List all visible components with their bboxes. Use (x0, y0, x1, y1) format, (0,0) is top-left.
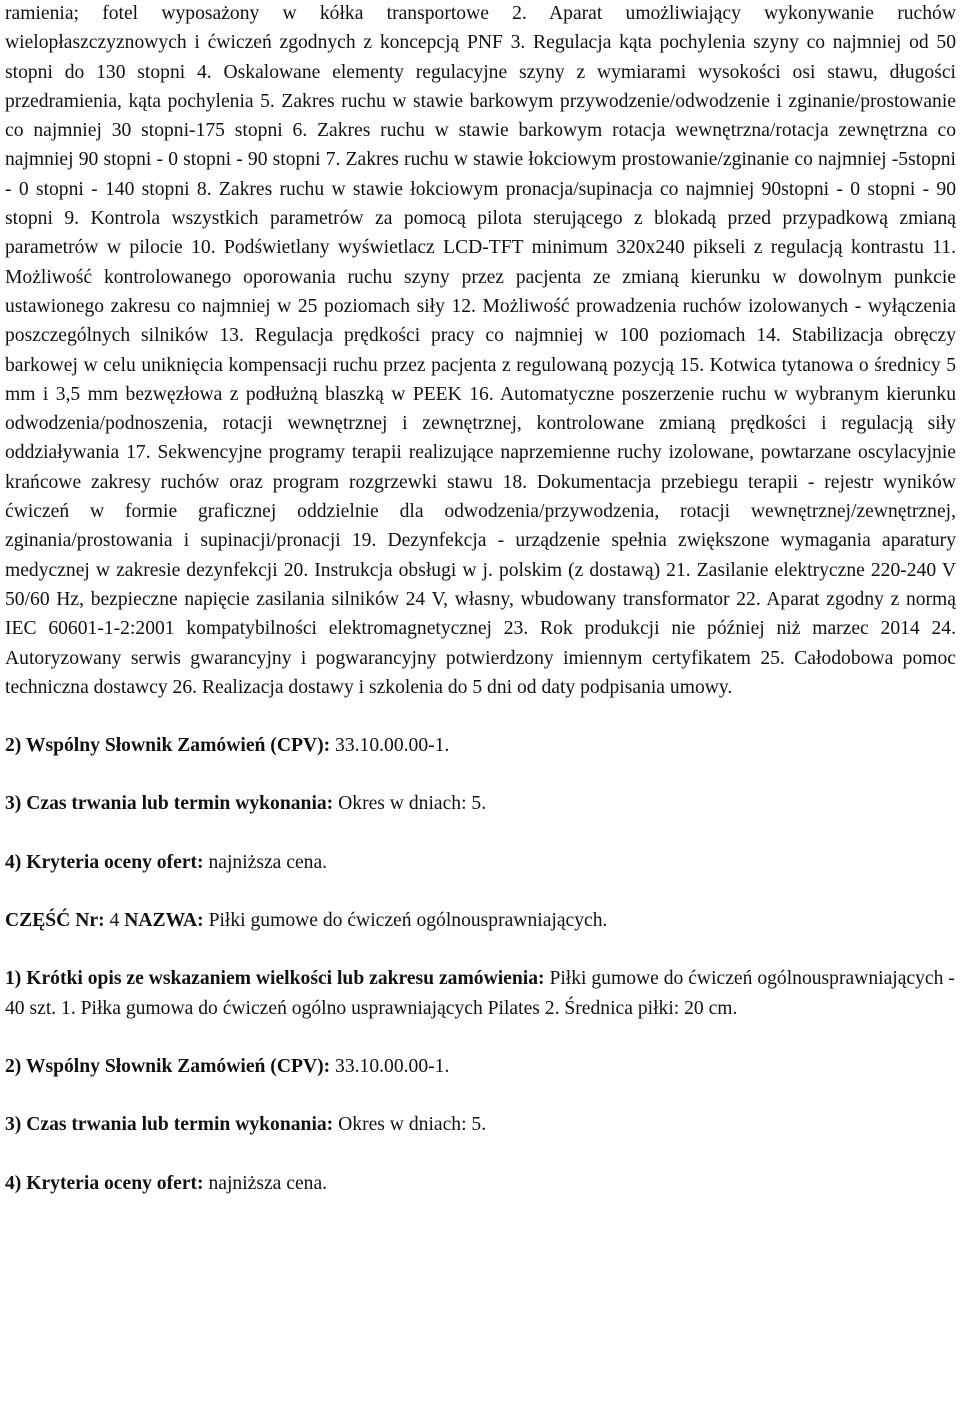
part4-criteria (5, 1169, 956, 1198)
part3-duration (5, 789, 956, 818)
part4-cpv-value: 33.10.00.00-1. (330, 1055, 450, 1077)
part4-cpv-label: 2) Wspólny Słownik Zamówień (CPV): (5, 1055, 331, 1077)
part3-duration-value: Okres w dniach: 5. (333, 793, 487, 815)
specification-paragraph: ramienia; fotel wyposażony w kółka transportowe 2. Aparat umożliwiający wykonywanie ruchów wielopłaszczyznowych i ćwiczeń zgodnych z koncepcją PNF 3. Regulacja kąta pochylenia szyny co najmniej od 50 stopni do 130 stopni 4. Oskalowane elementy regulacyjne szyny z wymiarami wysokości osi stawu, długości przedramienia, kąta pochylenia 5. Zakres ruchu w stawie barkowym przywodzenie/odwodzenie i zginanie/prostowanie co najmniej 30 stopni-175 stopni 6. Zakres ruchu w stawie barkowym rotacja wewnętrzna/rotacja zewnętrzna co najmniej 90 stopni - 0 stopni - 90 stopni 7. Zakres ruchu w stawie łokciowym prostowanie/zginanie co najmniej -5stopni - 0 stopni - 140 stopni 8. Zakres ruchu w stawie łokciowym pronacja/supinacja co najmniej 90stopni - 0 stopni - 90 stopni 9. Kontrola wszystkich parametrów za pomocą pilota sterującego z blokadą przed przypadkową zmianą parametrów w pilocie 10. Podświetlany wyświetlacz LCD-TFT minimum 320x240 pikseli z regulacją kontrastu 11. Możliwość kontrolowanego oporowania ruchu szyny przez pacjenta ze zmianą kierunku w dowolnym punkcie ustawionego zakresu co najmniej w 25 poziomach siły 12. Możliwość prowadzenia ruchów izolowanych - wyłączenia poszczególnych silników 13. Regulacja prędkości pracy co najmniej w 100 poziomach 14. Stabilizacja obręczy barkowej w celu uniknięcia kompensacji ruchu przez pacjenta z regulowaną pozycją 15. Kotwica tytanowa o średnicy 5 mm i 3,5 mm bezwęzłowa z podłużną blaszką w PEEK 16. Automatyczne poszerzenie ruchu w wybranym kierunku odwodzenia/podnoszenia, rotacji wewnętrznej i zewnętrznej, kontrolowane zmianą prędkości i regulacją siły oddziaływania 17. Sekwencyjne programy terapii realizujące naprzemienne ruchy izolowane, powtarzane oscylacyjnie krańcowe zakresy ruchów oraz program rozgrzewki stawu 18. Dokumentacja przebiegu terapii - rejestr wyników ćwiczeń w formie graficznej oddzielnie dla odwodzenia/przywodzenia, rotacji wewnętrznej/zewnętrznej, zginania/prostowania i supinacji/pronacji 19. Dezynfekcja - urządzenie spełnia zwiększone wymagania aparatury medycznej w zakresie dezynfekcji 20. Instrukcja obsługi w j. polskim (z dostawą) 21. Zasilanie elektryczne 220-240 V 50/60 Hz, bezpieczne napięcie zasilania silników 24 V, własny, wbudowany transformator 22. Aparat zgodny z normą IEC 60601-1-2:2001 kompatybilności elektromagnetycznej 23. Rok produkcji nie później niż marzec 2014 24. Autoryzowany serwis gwarancyjny i pogwarancyjny potwierdzony imiennym certyfikatem 25. Całodobowa pomoc techniczna dostawcy 26. Realizacja dostawy i szkolenia do 5 dni od daty podpisania umowy. (5, 3, 956, 698)
part3-cpv (5, 731, 956, 760)
part3-cpv-label: 2) Wspólny Słownik Zamówień (CPV): (5, 735, 331, 757)
part4-criteria-value: najniższa cena. (203, 1172, 328, 1194)
part4-description-label: 1) Krótki opis ze wskazaniem wielkości lub zakresu zamówienia: (5, 968, 545, 990)
part4-duration-value: Okres w dniach: 5. (333, 1114, 487, 1136)
part4-part-number: 4 (104, 910, 125, 932)
part3-criteria (5, 848, 956, 877)
part3-cpv-value: 33.10.00.00-1. (330, 735, 450, 757)
part4-part-label: CZĘŚĆ Nr: (5, 910, 105, 932)
part3-duration-label: 3) Czas trwania lub termin wykonania: (5, 793, 334, 815)
part4-heading (5, 906, 956, 935)
part3-criteria-label: 4) Kryteria oceny ofert: (5, 851, 204, 873)
part4-description (5, 964, 956, 1023)
part4-name-label: NAZWA: (124, 910, 204, 932)
part3-criteria-value: najniższa cena. (203, 851, 328, 873)
part4-duration-label: 3) Czas trwania lub termin wykonania: (5, 1114, 334, 1136)
part4-criteria-label: 4) Kryteria oceny ofert: (5, 1172, 204, 1194)
part4-cpv (5, 1052, 956, 1081)
part4-duration (5, 1110, 956, 1139)
part4-description-value: Piłki gumowe do ćwiczeń ogólnousprawniających - 40 szt. 1. Piłka gumowa do ćwiczeń ogólno usprawniających Pilates 2. Średnica piłki: 20 cm. (5, 968, 955, 1019)
part4-name-value: Piłki gumowe do ćwiczeń ogólnousprawniających. (203, 910, 608, 932)
